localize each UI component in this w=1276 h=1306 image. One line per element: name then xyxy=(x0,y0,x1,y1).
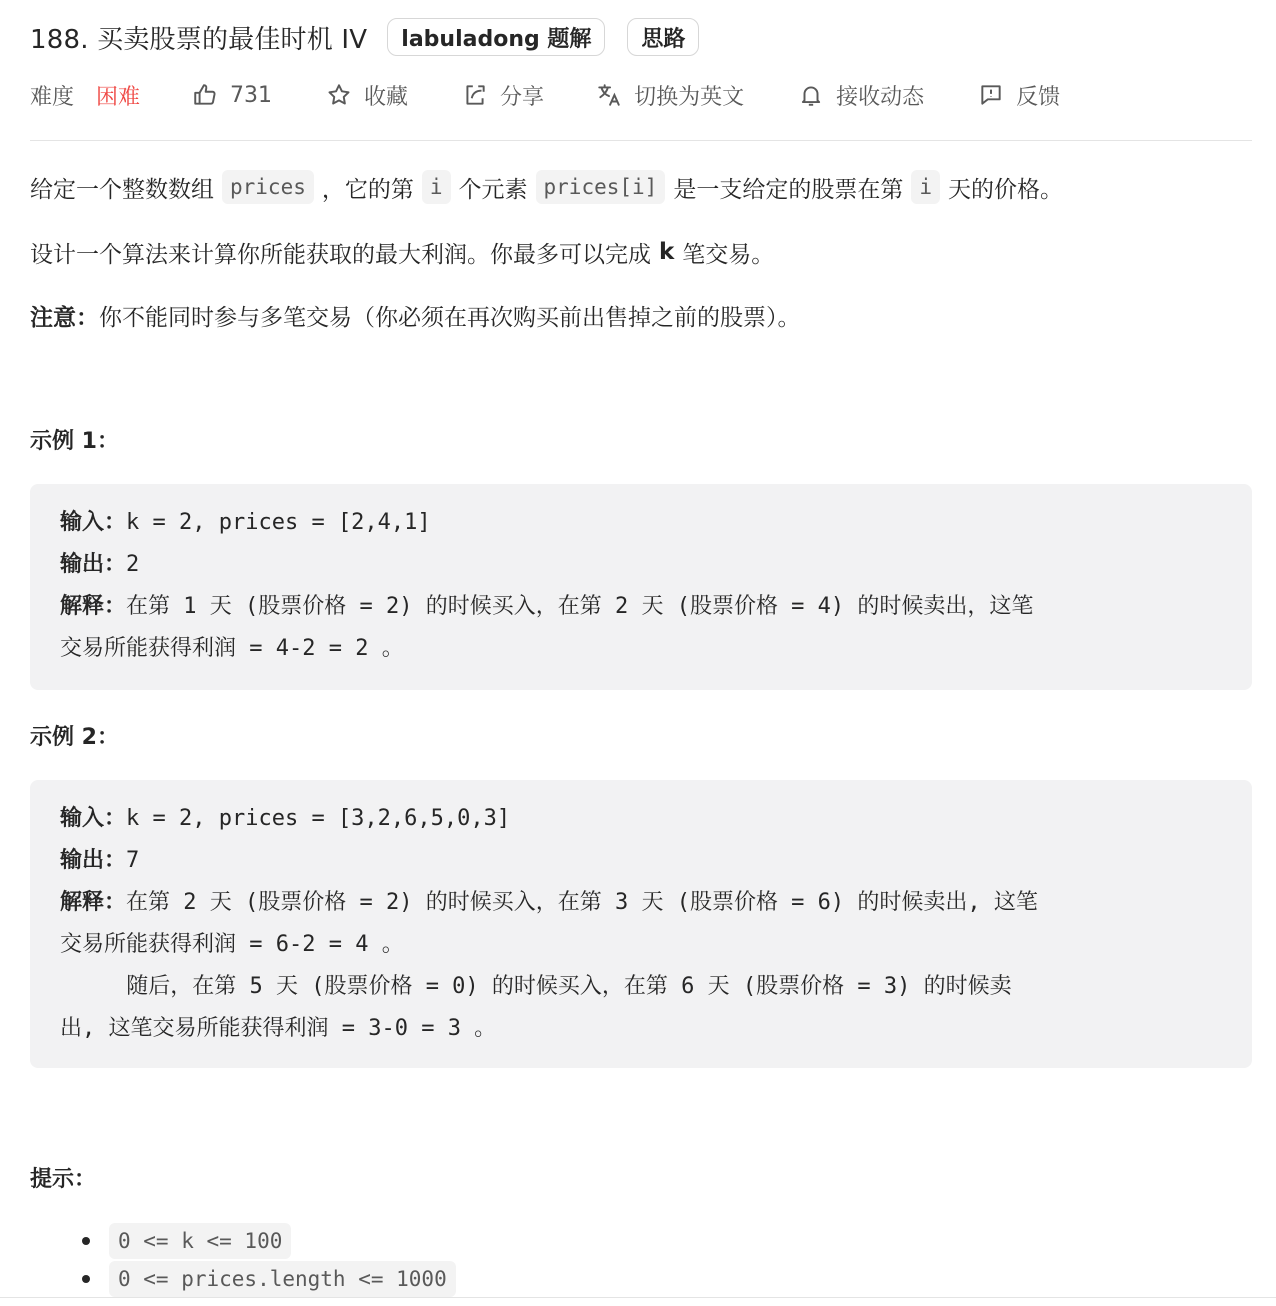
tag-approach[interactable]: 思路 xyxy=(627,18,699,56)
explain-line: 交易所能获得利润 = 4-2 = 2 。 xyxy=(60,636,404,661)
subscribe-label: 接收动态 xyxy=(836,84,925,110)
switch-language-button[interactable] xyxy=(596,80,744,111)
header-divider xyxy=(30,140,1252,141)
hint-code: 0 <= k <= 100 xyxy=(109,1223,291,1259)
difficulty-value: 困难 xyxy=(96,84,141,110)
desc-bold: k xyxy=(659,239,675,265)
bottom-divider xyxy=(0,1297,1276,1298)
problem-title: 188. 买卖股票的最佳时机 IV xyxy=(30,24,368,55)
bullet-icon xyxy=(82,1237,90,1245)
inline-code: i xyxy=(911,170,940,204)
feedback-button[interactable] xyxy=(978,80,1060,111)
description-paragraph-2 xyxy=(30,232,774,272)
input-value: k = 2, prices = [3,2,6,5,0,3] xyxy=(126,806,511,831)
desc-text: ，它的第 xyxy=(321,176,414,203)
explain-label: 解释： xyxy=(60,594,127,619)
hint-item xyxy=(82,1260,456,1298)
switch-language-label: 切换为英文 xyxy=(634,84,745,110)
example-1-heading: 示例 1： xyxy=(30,429,119,454)
favorite-label: 收藏 xyxy=(364,84,409,110)
thumbs-up-icon xyxy=(192,82,218,108)
desc-text: 给定一个整数数组 xyxy=(30,176,214,203)
hints-heading: 提示： xyxy=(30,1167,97,1192)
desc-text: 是一支给定的股票在第 xyxy=(673,176,904,203)
tag-labuladong-solution[interactable]: labuladong 题解 xyxy=(387,18,605,56)
desc-text: 笔交易。 xyxy=(682,241,775,268)
bell-icon xyxy=(798,82,824,108)
example-2-heading: 示例 2： xyxy=(30,725,119,750)
explain-line: 交易所能获得利润 = 6-2 = 4 。 xyxy=(60,932,404,957)
like-button[interactable] xyxy=(192,82,272,108)
explain-line: 在第 1 天 (股票价格 = 2) 的时候买入，在第 2 天 (股票价格 = 4) 的时候卖出，这笔 xyxy=(126,594,1034,619)
input-label: 输入： xyxy=(60,806,127,831)
share-icon xyxy=(462,82,488,108)
explain-line: 出, 这笔交易所能获得利润 = 3-0 = 3 。 xyxy=(60,1016,497,1041)
like-count: 731 xyxy=(230,82,273,108)
favorite-button[interactable] xyxy=(326,80,408,111)
share-label: 分享 xyxy=(500,84,545,110)
example-2-block xyxy=(30,780,1252,1068)
description-paragraph-1 xyxy=(30,166,1063,208)
input-label: 输入： xyxy=(60,510,127,535)
input-value: k = 2, prices = [2,4,1] xyxy=(126,510,431,535)
output-label: 输出： xyxy=(60,552,127,577)
desc-text: 你不能同时参与多笔交易（你必须在再次购买前出售掉之前的股票）。 xyxy=(99,304,801,331)
explain-line: 随后，在第 5 天 (股票价格 = 0) 的时候买入，在第 6 天 (股票价格 = 3) 的时候卖 xyxy=(60,974,1012,999)
problem-header xyxy=(30,16,699,58)
feedback-icon xyxy=(978,82,1004,108)
note-label: 注意： xyxy=(30,304,99,331)
output-value: 2 xyxy=(126,552,140,577)
output-value: 7 xyxy=(126,848,140,873)
explain-label: 解释： xyxy=(60,890,127,915)
desc-text: 个元素 xyxy=(458,176,528,203)
share-button[interactable] xyxy=(462,80,544,111)
translate-icon xyxy=(596,82,622,108)
bullet-icon xyxy=(82,1275,90,1283)
example-1-block xyxy=(30,484,1252,690)
explain-line: 在第 2 天 (股票价格 = 2) 的时候买入，在第 3 天 (股票价格 = 6) 的时候卖出, 这笔 xyxy=(126,890,1038,915)
desc-text: 天的价格。 xyxy=(947,176,1063,203)
hint-item xyxy=(82,1222,456,1260)
description-paragraph-3 xyxy=(30,295,801,335)
feedback-label: 反馈 xyxy=(1016,84,1061,110)
problem-meta-bar xyxy=(30,74,1060,116)
inline-code: prices[i] xyxy=(536,170,666,204)
hint-code: 0 <= prices.length <= 1000 xyxy=(109,1261,456,1297)
difficulty-label: 难度 xyxy=(30,84,75,110)
desc-text: 设计一个算法来计算你所能获取的最大利润。你最多可以完成 xyxy=(30,241,651,268)
inline-code: prices xyxy=(222,170,314,204)
output-label: 输出： xyxy=(60,848,127,873)
inline-code: i xyxy=(422,170,451,204)
subscribe-button[interactable] xyxy=(798,80,924,111)
star-icon xyxy=(326,82,352,108)
hints-list xyxy=(82,1222,456,1298)
